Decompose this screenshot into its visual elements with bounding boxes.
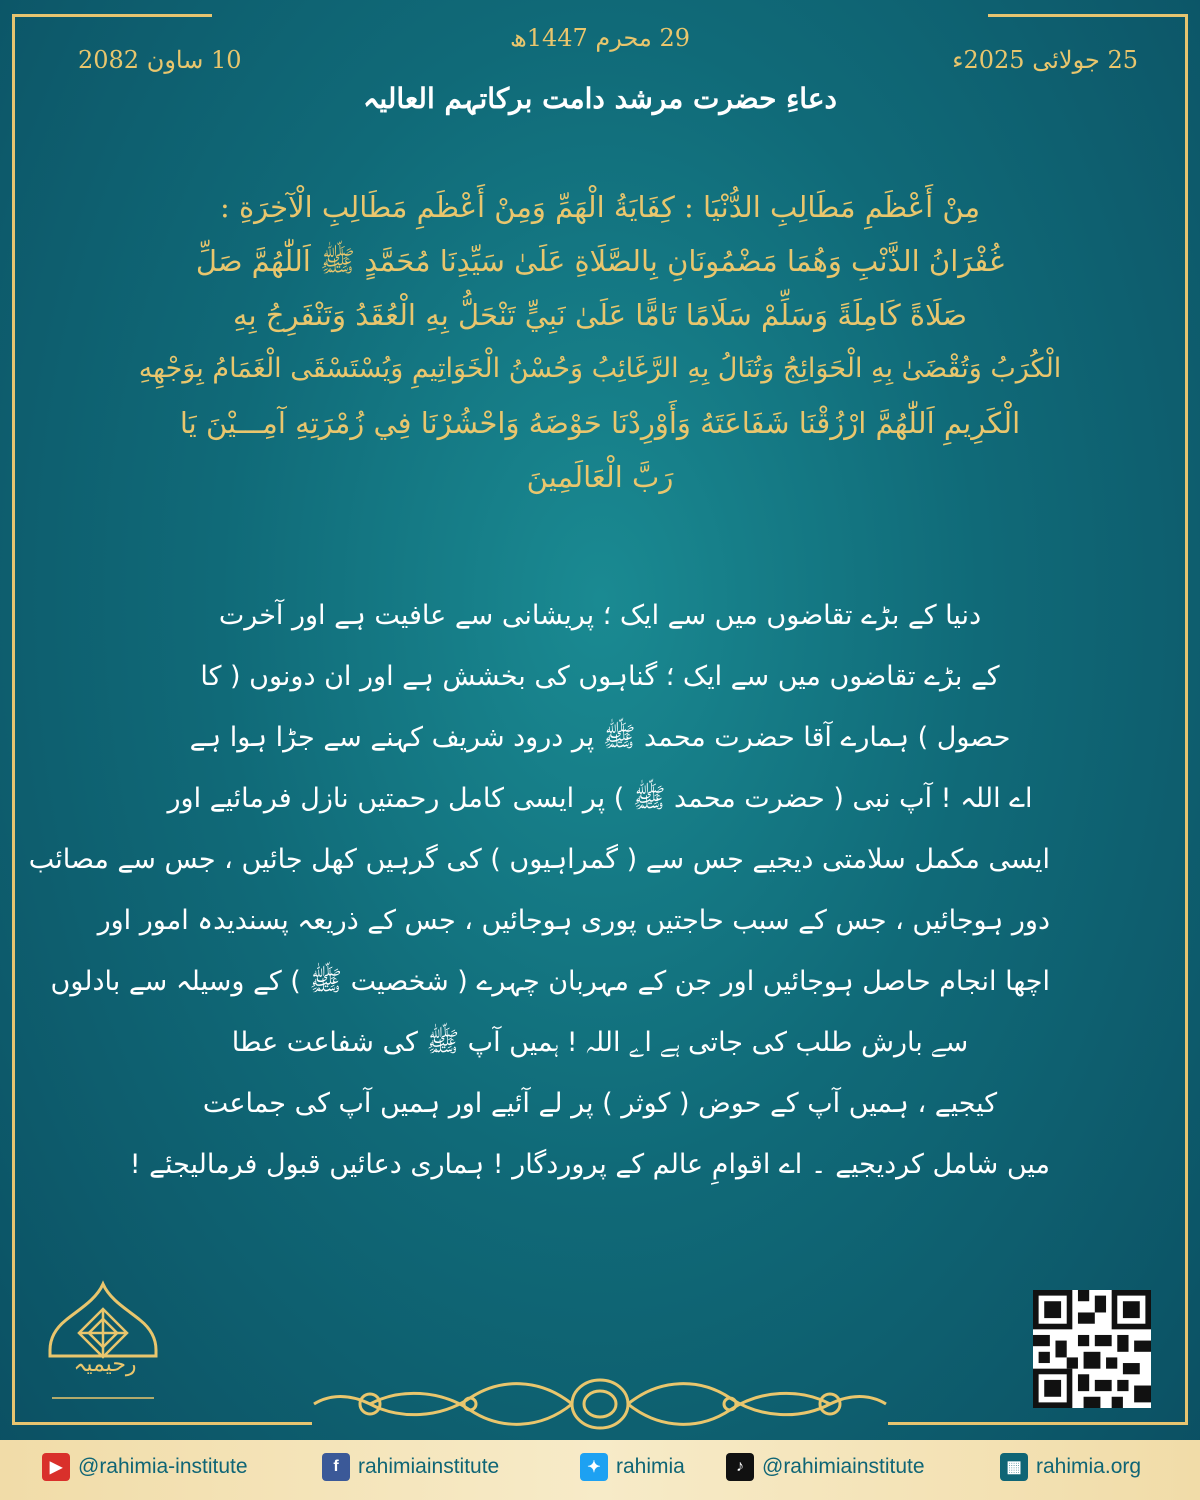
urdu-line: کے بڑے تقاضوں میں سے ایک ؛ گناہوں کی بخشش ہے اور ان دونوں ( کا <box>200 661 1000 692</box>
tiktok-icon: ♪ <box>726 1453 754 1481</box>
facebook-icon: f <box>322 1453 350 1481</box>
frame-bottom-left <box>12 1422 312 1425</box>
urdu-line: میں شامل کردیجیے ۔ اے اقوامِ عالم کے پروردگار ! ہماری دعائیں قبول فرمالیجئے ! <box>129 1149 1050 1180</box>
frame-top-left <box>12 14 212 17</box>
website-url: rahimia.org <box>1036 1455 1142 1478</box>
twitter-handle: rahimia <box>616 1455 685 1478</box>
tiktok-link[interactable] <box>726 1447 925 1487</box>
website-link[interactable] <box>1000 1447 1141 1487</box>
arabic-dua <box>70 180 1130 504</box>
ornament-divider <box>300 1368 900 1440</box>
facebook-handle: rahimiainstitute <box>358 1455 500 1478</box>
arabic-line: رَبَّ الْعَالَمِينَ <box>526 460 674 494</box>
youtube-link[interactable] <box>42 1447 248 1487</box>
twitter-link[interactable] <box>580 1447 685 1487</box>
arabic-line: صَلَاةً كَامِلَةً وَسَلِّمْ سَلَامًا تَامًّا عَلَىٰ نَبِيٍّ تَنْحَلُّ بِهِ الْعُقَدُ وَتَنْفَرِجُ بِهِ <box>232 298 968 332</box>
youtube-handle: @rahimia-institute <box>78 1455 248 1478</box>
arabic-line: مِنْ أَعْظَمِ مَطَالِبِ الدُّنْيَا : كِفَايَةُ الْهَمِّ وَمِنْ أَعْظَمِ مَطَالِبِ الْآخِرَةِ : <box>220 190 980 224</box>
twitter-icon: ✦ <box>580 1453 608 1481</box>
urdu-line: ایسی مکمل سلامتی دیجیے جس سے ( گمراہیوں ) کی گرہیں کھل جائیں ، جس سے مصائب <box>28 844 1050 875</box>
arabic-line: الْكَرِيمِ اَللّٰهُمَّ ارْزُقْنَا شَفَاعَتَهُ وَأَوْرِدْنَا حَوْضَهُ وَاحْشُرْنَا فِي زُمْرَتِهِ آمِـــيْنَ يَا <box>179 406 1021 440</box>
qr-code-icon[interactable] <box>1032 1290 1152 1408</box>
frame-top-right <box>988 14 1188 17</box>
facebook-link[interactable] <box>322 1447 499 1487</box>
date-hijri: 29 محرم 1447ھ <box>509 24 691 52</box>
frame-left <box>12 14 15 1424</box>
urdu-line: سے بارش طلب کی جاتی ہے اے اللہ ! ہمیں آپ ﷺ کی شفاعت عطا <box>231 1027 969 1058</box>
logo-text: رحیمیہ <box>73 1352 137 1377</box>
rahimia-logo-icon <box>38 1280 168 1420</box>
urdu-line: اچھا انجام حاصل ہوجائیں اور جن کے مہربان چہرے ( شخصیت ﷺ ) کے وسیلہ سے بادلوں <box>50 966 1050 997</box>
tiktok-handle: @rahimiainstitute <box>762 1455 925 1478</box>
date-gregorian: 25 جولائی 2025ء <box>952 46 1138 74</box>
urdu-line: دور ہوجائیں ، جس کے سبب حاجتیں پوری ہوجائیں ، جس کے ذریعہ پسندیدہ امور اور <box>97 905 1050 936</box>
urdu-line: اے اللہ ! آپ نبی ( حضرت محمد ﷺ ) پر ایسی کامل رحمتیں نازل فرمائیے اور <box>167 783 1033 814</box>
arabic-line: الْكُرَبُ وَتُقْضَىٰ بِهِ الْحَوَائِجُ وَتُنَالُ بِهِ الرَّغَائِبُ وَحُسْنُ الْخَوَاتِيمِ وَيُسْتَسْقَى الْغَمَامُ بِوَجْهِهِ <box>138 353 1062 384</box>
page-title: دعاءِ حضرت مرشد دامت برکاتہم العالیہ <box>362 82 838 115</box>
arabic-line: غُفْرَانُ الذَّنْبِ وَهُمَا مَضْمُونَانِ بِالصَّلَاةِ عَلَىٰ سَيِّدِنَا مُحَمَّدٍ ﷺ اَللّٰهُمَّ صَلِّ <box>195 244 1005 278</box>
frame-right <box>1185 14 1188 1424</box>
date-bikrami: 10 ساون 2082 <box>78 46 242 74</box>
frame-bottom-right <box>888 1422 1188 1425</box>
qr-small-icon: ▦ <box>1000 1453 1028 1481</box>
youtube-icon: ▶ <box>42 1453 70 1481</box>
urdu-translation <box>28 585 1050 1195</box>
urdu-line: دنیا کے بڑے تقاضوں میں سے ایک ؛ پریشانی سے عافیت ہے اور آخرت <box>218 600 982 631</box>
urdu-line: کیجیے ، ہمیں آپ کے حوض ( کوثر ) پر لے آئیے اور ہمیں آپ کی جماعت <box>202 1088 998 1119</box>
urdu-line: حصول ) ہمارے آقا حضرت محمد ﷺ پر درود شریف کہنے سے جڑا ہوا ہے <box>189 722 1011 753</box>
